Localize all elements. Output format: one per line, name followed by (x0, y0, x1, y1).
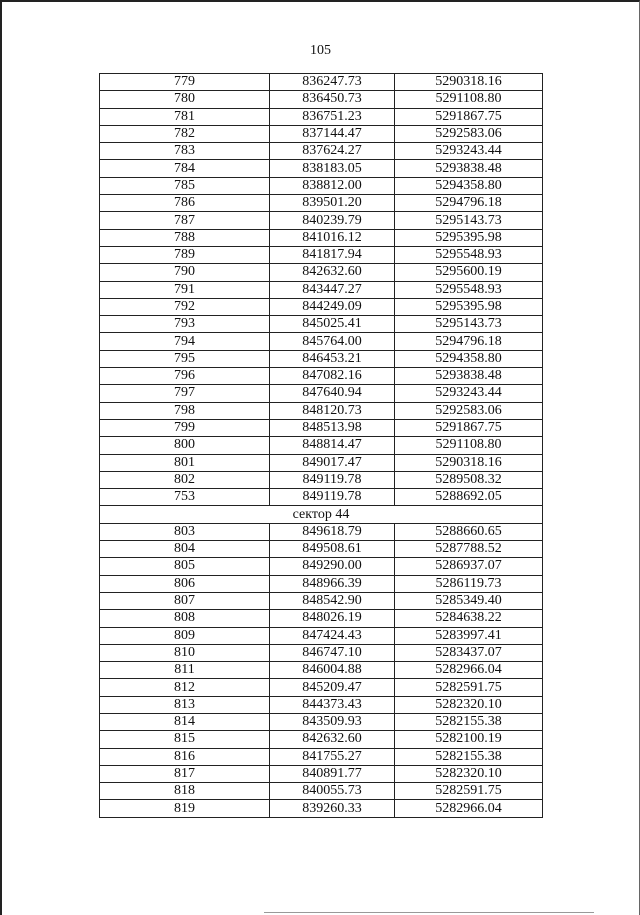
y-coordinate-cell: 5282320.10 (395, 765, 543, 782)
table-row (100, 316, 543, 333)
point-number-cell: 806 (100, 575, 270, 592)
coordinates-table (99, 73, 543, 818)
y-coordinate-cell: 5291108.80 (395, 91, 543, 108)
x-coordinate-cell: 846453.21 (270, 350, 395, 367)
y-coordinate-cell: 5293243.44 (395, 385, 543, 402)
table-row (100, 644, 543, 661)
point-number-cell: 795 (100, 350, 270, 367)
x-coordinate-cell: 840239.79 (270, 212, 395, 229)
table-row (100, 783, 543, 800)
table-row (100, 696, 543, 713)
point-number-cell: 808 (100, 610, 270, 627)
y-coordinate-cell: 5282155.38 (395, 713, 543, 730)
y-coordinate-cell: 5291867.75 (395, 108, 543, 125)
x-coordinate-cell: 849508.61 (270, 541, 395, 558)
x-coordinate-cell: 839501.20 (270, 195, 395, 212)
table-row (100, 160, 543, 177)
point-number-cell: 783 (100, 143, 270, 160)
y-coordinate-cell: 5287788.52 (395, 541, 543, 558)
x-coordinate-cell: 836751.23 (270, 108, 395, 125)
y-coordinate-cell: 5293838.48 (395, 368, 543, 385)
table-row (100, 437, 543, 454)
y-coordinate-cell: 5286119.73 (395, 575, 543, 592)
y-coordinate-cell: 5291867.75 (395, 419, 543, 436)
y-coordinate-cell: 5294358.80 (395, 177, 543, 194)
section-row (100, 506, 543, 523)
y-coordinate-cell: 5282966.04 (395, 662, 543, 679)
point-number-cell: 813 (100, 696, 270, 713)
point-number-cell: 809 (100, 627, 270, 644)
x-coordinate-cell: 843447.27 (270, 281, 395, 298)
x-coordinate-cell: 838183.05 (270, 160, 395, 177)
x-coordinate-cell: 836247.73 (270, 74, 395, 91)
y-coordinate-cell: 5295395.98 (395, 229, 543, 246)
point-number-cell: 796 (100, 368, 270, 385)
x-coordinate-cell: 841817.94 (270, 246, 395, 263)
x-coordinate-cell: 846004.88 (270, 662, 395, 679)
x-coordinate-cell: 848542.90 (270, 592, 395, 609)
page-number: 105 (310, 43, 331, 58)
x-coordinate-cell: 837144.47 (270, 125, 395, 142)
y-coordinate-cell: 5282966.04 (395, 800, 543, 817)
point-number-cell: 811 (100, 662, 270, 679)
x-coordinate-cell: 837624.27 (270, 143, 395, 160)
table-row (100, 74, 543, 91)
x-coordinate-cell: 849290.00 (270, 558, 395, 575)
point-number-cell: 807 (100, 592, 270, 609)
table-row (100, 419, 543, 436)
y-coordinate-cell: 5282320.10 (395, 696, 543, 713)
table-row (100, 402, 543, 419)
y-coordinate-cell: 5290318.16 (395, 74, 543, 91)
y-coordinate-cell: 5288660.65 (395, 523, 543, 540)
table-row (100, 662, 543, 679)
table-row (100, 246, 543, 263)
table-row (100, 523, 543, 540)
table-row (100, 143, 543, 160)
point-number-cell: 816 (100, 748, 270, 765)
table-row (100, 108, 543, 125)
table-row (100, 558, 543, 575)
x-coordinate-cell: 836450.73 (270, 91, 395, 108)
page-bottom-edge (264, 912, 594, 913)
y-coordinate-cell: 5291108.80 (395, 437, 543, 454)
x-coordinate-cell: 846747.10 (270, 644, 395, 661)
y-coordinate-cell: 5288692.05 (395, 489, 543, 506)
coordinates-table-body (100, 74, 543, 818)
point-number-cell: 805 (100, 558, 270, 575)
y-coordinate-cell: 5293243.44 (395, 143, 543, 160)
x-coordinate-cell: 841755.27 (270, 748, 395, 765)
point-number-cell: 803 (100, 523, 270, 540)
point-number-cell: 815 (100, 731, 270, 748)
point-number-cell: 787 (100, 212, 270, 229)
x-coordinate-cell: 848966.39 (270, 575, 395, 592)
point-number-cell: 797 (100, 385, 270, 402)
x-coordinate-cell: 849017.47 (270, 454, 395, 471)
x-coordinate-cell: 848513.98 (270, 419, 395, 436)
x-coordinate-cell: 849119.78 (270, 489, 395, 506)
point-number-cell: 792 (100, 298, 270, 315)
x-coordinate-cell: 842632.60 (270, 264, 395, 281)
table-row (100, 454, 543, 471)
y-coordinate-cell: 5283997.41 (395, 627, 543, 644)
table-row (100, 125, 543, 142)
point-number-cell: 782 (100, 125, 270, 142)
table-row (100, 800, 543, 817)
x-coordinate-cell: 840055.73 (270, 783, 395, 800)
y-coordinate-cell: 5295548.93 (395, 246, 543, 263)
point-number-cell: 789 (100, 246, 270, 263)
point-number-cell: 800 (100, 437, 270, 454)
table-row (100, 471, 543, 488)
table-row (100, 229, 543, 246)
point-number-cell: 785 (100, 177, 270, 194)
y-coordinate-cell: 5282155.38 (395, 748, 543, 765)
x-coordinate-cell: 838812.00 (270, 177, 395, 194)
y-coordinate-cell: 5295600.19 (395, 264, 543, 281)
table-row (100, 489, 543, 506)
point-number-cell: 788 (100, 229, 270, 246)
point-number-cell: 780 (100, 91, 270, 108)
table-row (100, 592, 543, 609)
point-number-cell: 817 (100, 765, 270, 782)
point-number-cell: 784 (100, 160, 270, 177)
point-number-cell: 791 (100, 281, 270, 298)
point-number-cell: 781 (100, 108, 270, 125)
y-coordinate-cell: 5282591.75 (395, 783, 543, 800)
y-coordinate-cell: 5284638.22 (395, 610, 543, 627)
point-number-cell: 753 (100, 489, 270, 506)
table-row (100, 264, 543, 281)
y-coordinate-cell: 5282591.75 (395, 679, 543, 696)
x-coordinate-cell: 848120.73 (270, 402, 395, 419)
table-row (100, 610, 543, 627)
point-number-cell: 814 (100, 713, 270, 730)
point-number-cell: 799 (100, 419, 270, 436)
point-number-cell: 818 (100, 783, 270, 800)
point-number-cell: 804 (100, 541, 270, 558)
y-coordinate-cell: 5282100.19 (395, 731, 543, 748)
x-coordinate-cell: 845209.47 (270, 679, 395, 696)
point-number-cell: 794 (100, 333, 270, 350)
y-coordinate-cell: 5295143.73 (395, 316, 543, 333)
y-coordinate-cell: 5292583.06 (395, 125, 543, 142)
point-number-cell: 798 (100, 402, 270, 419)
x-coordinate-cell: 847424.43 (270, 627, 395, 644)
section-label: сектор 44 (100, 506, 543, 523)
point-number-cell: 790 (100, 264, 270, 281)
x-coordinate-cell: 848814.47 (270, 437, 395, 454)
point-number-cell: 801 (100, 454, 270, 471)
x-coordinate-cell: 845025.41 (270, 316, 395, 333)
table-row (100, 713, 543, 730)
x-coordinate-cell: 840891.77 (270, 765, 395, 782)
x-coordinate-cell: 843509.93 (270, 713, 395, 730)
y-coordinate-cell: 5295548.93 (395, 281, 543, 298)
x-coordinate-cell: 845764.00 (270, 333, 395, 350)
table-row (100, 765, 543, 782)
y-coordinate-cell: 5294796.18 (395, 333, 543, 350)
table-row (100, 177, 543, 194)
table-row (100, 385, 543, 402)
table-row (100, 541, 543, 558)
y-coordinate-cell: 5283437.07 (395, 644, 543, 661)
x-coordinate-cell: 844373.43 (270, 696, 395, 713)
x-coordinate-cell: 839260.33 (270, 800, 395, 817)
x-coordinate-cell: 842632.60 (270, 731, 395, 748)
table-row (100, 212, 543, 229)
x-coordinate-cell: 847640.94 (270, 385, 395, 402)
y-coordinate-cell: 5289508.32 (395, 471, 543, 488)
y-coordinate-cell: 5290318.16 (395, 454, 543, 471)
point-number-cell: 786 (100, 195, 270, 212)
table-row (100, 281, 543, 298)
x-coordinate-cell: 849119.78 (270, 471, 395, 488)
point-number-cell: 812 (100, 679, 270, 696)
y-coordinate-cell: 5295143.73 (395, 212, 543, 229)
y-coordinate-cell: 5292583.06 (395, 402, 543, 419)
x-coordinate-cell: 841016.12 (270, 229, 395, 246)
x-coordinate-cell: 844249.09 (270, 298, 395, 315)
table-row (100, 333, 543, 350)
y-coordinate-cell: 5295395.98 (395, 298, 543, 315)
y-coordinate-cell: 5294358.80 (395, 350, 543, 367)
x-coordinate-cell: 847082.16 (270, 368, 395, 385)
table-row (100, 195, 543, 212)
table-row (100, 748, 543, 765)
table-row (100, 575, 543, 592)
point-number-cell: 793 (100, 316, 270, 333)
y-coordinate-cell: 5294796.18 (395, 195, 543, 212)
x-coordinate-cell: 849618.79 (270, 523, 395, 540)
table-row (100, 350, 543, 367)
point-number-cell: 779 (100, 74, 270, 91)
table-row (100, 627, 543, 644)
point-number-cell: 802 (100, 471, 270, 488)
table-row (100, 91, 543, 108)
point-number-cell: 819 (100, 800, 270, 817)
y-coordinate-cell: 5286937.07 (395, 558, 543, 575)
table-row (100, 298, 543, 315)
table-row (100, 679, 543, 696)
y-coordinate-cell: 5293838.48 (395, 160, 543, 177)
table-row (100, 368, 543, 385)
table-row (100, 731, 543, 748)
point-number-cell: 810 (100, 644, 270, 661)
x-coordinate-cell: 848026.19 (270, 610, 395, 627)
y-coordinate-cell: 5285349.40 (395, 592, 543, 609)
